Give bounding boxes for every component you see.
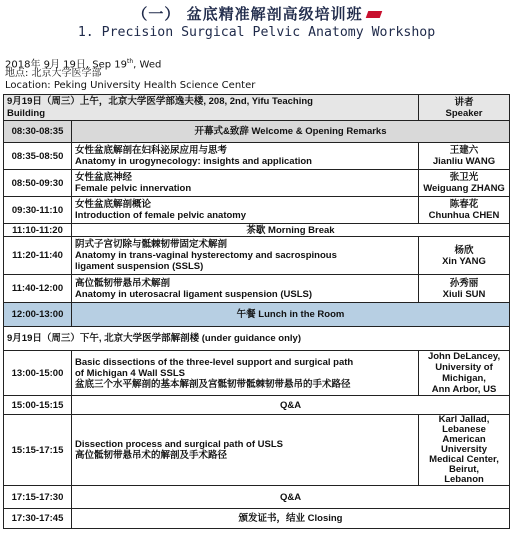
schedule-row: 09:30-11:10 女性盆底解剖概论 Introduction of female pelvic anatomy 陈春花 Chunhua CHEN	[4, 197, 510, 224]
schedule-row: 08:50-09:30 女性盆底神经 Female pelvic innervation 张卫光 Weiguang ZHANG	[4, 170, 510, 197]
schedule-row: 13:00-15:00 Basic dissections of the three-level support and surgical path of Michigan 4 Wall SSLS 盆底三个水平解剖的基本解剖及宫骶韧带骶棘韧带悬吊的手术路径 John DeLancey, University of Michigan, Ann Arbor, US	[4, 351, 510, 396]
morning-header-cell: 9月19日（周三）上午，北京大学医学部逸夫楼, 208, 2nd, Yifu Teaching Building	[4, 95, 419, 121]
location-en: Location: Peking University Health Science Center	[5, 80, 256, 91]
schedule-row: 08:30-08:35 开幕式&致辞 Welcome & Opening Remarks	[4, 121, 510, 143]
flag-icon	[365, 11, 382, 18]
afternoon-header-row: 9月19日（周三）下午, 北京大学医学部解剖楼 (under guidance only)	[4, 327, 510, 351]
location-cn: 地点: 北京大学医学部	[5, 68, 102, 79]
schedule-row: 08:35-08:50 女性盆底解剖在妇科泌尿应用与思考 Anatomy in urogynecology: insights and application 王建六 Jianliu WANG	[4, 143, 510, 170]
schedule-row: 11:10-11:20 茶歇 Morning Break	[4, 224, 510, 237]
schedule-row: 15:00-15:15 Q&A	[4, 396, 510, 415]
schedule-row: 11:40-12:00 高位骶韧带悬吊术解剖 Anatomy in uterosacral ligament suspension (USLS) 孙秀丽 Xiuli SUN	[4, 275, 510, 303]
program-title-en: 1. Precision Surgical Pelvic Anatomy Workshop	[77, 25, 436, 40]
schedule-row: 15:15-17:15 Dissection process and surgical path of USLS 高位骶韧带悬吊术的解剖及手术路径 Karl Jallad, Lebanese American University Medical Center, Beirut, Lebanon	[4, 415, 510, 486]
schedule-row: 17:30-17:45 颁发证书，结业 Closing	[4, 509, 510, 529]
schedule-row: 12:00-13:00 午餐 Lunch in the Room	[4, 303, 510, 327]
program-title-cn: （一） 盆底精准解剖高级培训班	[0, 3, 513, 24]
speaker-header: 讲者 Speaker	[419, 95, 510, 121]
schedule-row: 17:15-17:30 Q&A	[4, 486, 510, 509]
schedule-row: 11:20-11:40 阴式子宫切除与骶棘韧带固定术解剖 Anatomy in trans-vaginal hysterectomy and sacrospinous ligament suspension (SSLS) 杨欣 Xin YANG	[4, 237, 510, 275]
event-date: 2018年 9月 19日, Sep 19th, Wed	[5, 58, 162, 71]
morning-header-row	[4, 95, 510, 121]
schedule-table	[3, 94, 510, 529]
